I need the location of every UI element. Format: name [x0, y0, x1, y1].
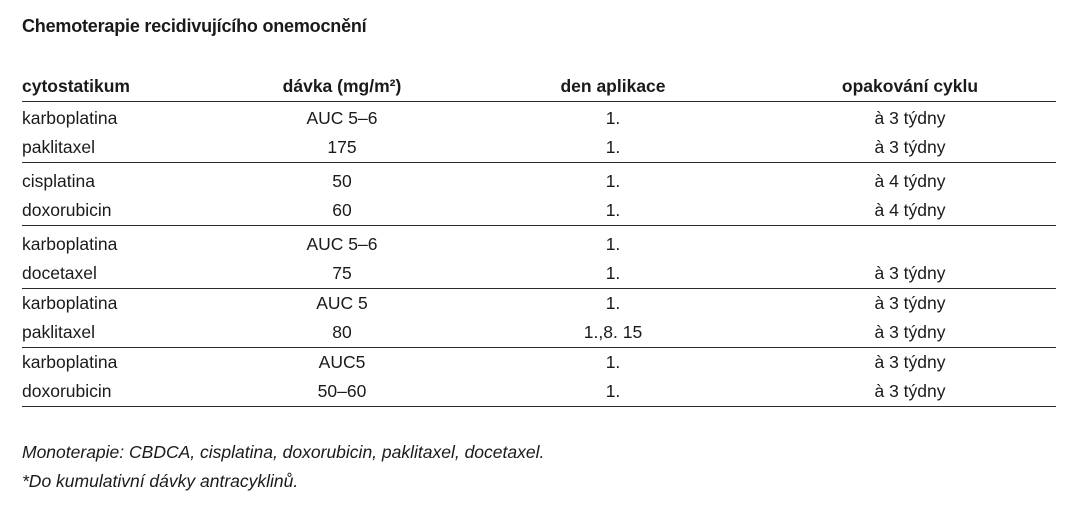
header-davka: dávka (mg/m²)	[222, 72, 462, 102]
cell-drug: karboplatina	[22, 108, 118, 128]
table-row	[22, 377, 1056, 407]
cell-drug: doxorubicin	[22, 196, 222, 226]
cell-dose: 50–60	[222, 377, 462, 407]
cell-cycle: à 3 týdny	[764, 377, 1056, 407]
cell-dose: 75	[222, 259, 462, 289]
cell-day: 1.	[605, 108, 621, 128]
cell-day: 1.	[605, 234, 621, 254]
table-footnotes	[22, 438, 544, 496]
cell-drug: doxorubicin	[22, 377, 222, 407]
table-row	[22, 289, 1056, 319]
cell-cycle: à 3 týdny	[874, 108, 946, 128]
cell-dose: 80	[222, 318, 462, 348]
table-row	[22, 259, 1056, 289]
cell-dose: AUC5	[318, 352, 366, 372]
cell-drug: paklitaxel	[22, 133, 222, 163]
cell-drug: karboplatina	[22, 352, 118, 372]
table-row	[22, 102, 1056, 134]
table-row	[22, 226, 1056, 260]
header-opakovani-cyklu: opakování cyklu	[764, 72, 1056, 102]
cell-day: 1.	[605, 352, 621, 372]
cell-drug: karboplatina	[22, 234, 118, 254]
cell-drug: cisplatina	[22, 171, 95, 191]
footnote-monoterapie: Monoterapie: CBDCA, cisplatina, doxorubicin, paklitaxel, docetaxel.	[22, 442, 545, 462]
cell-cycle: à 3 týdny	[764, 318, 1056, 348]
header-den-aplikace: den aplikace	[462, 72, 764, 102]
cell-drug: docetaxel	[22, 259, 222, 289]
cell-cycle: à 3 týdny	[764, 259, 1056, 289]
cell-cycle: à 3 týdny	[874, 293, 946, 313]
cell-day: 1.	[605, 171, 621, 191]
cell-day: 1.	[462, 377, 764, 407]
cell-cycle: à 3 týdny	[874, 352, 946, 372]
cell-cycle: à 3 týdny	[764, 133, 1056, 163]
cell-dose: AUC 5	[316, 293, 368, 313]
cell-day: 1.	[462, 133, 764, 163]
table-row	[22, 133, 1056, 163]
table-header-row	[22, 72, 1056, 102]
cell-day: 1.	[462, 259, 764, 289]
header-cytostatikum: cytostatikum	[22, 72, 222, 102]
table-row	[22, 196, 1056, 226]
cell-dose: AUC 5–6	[306, 108, 378, 128]
cell-day: 1.,8. 15	[462, 318, 764, 348]
cell-dose: 60	[222, 196, 462, 226]
cell-cycle	[764, 226, 1056, 260]
cell-drug: paklitaxel	[22, 318, 222, 348]
cell-cycle: à 4 týdny	[874, 171, 946, 191]
cell-dose: 50	[332, 171, 352, 191]
table-row	[22, 348, 1056, 378]
footnote-antracykliny: *Do kumulativní dávky antracyklinů.	[22, 471, 299, 491]
table-row	[22, 318, 1056, 348]
table-title: Chemoterapie recidivujícího onemocnění	[22, 16, 367, 36]
cell-dose: 175	[222, 133, 462, 163]
chemotherapy-table	[22, 72, 1056, 407]
cell-drug: karboplatina	[22, 293, 118, 313]
cell-day: 1.	[605, 293, 621, 313]
cell-dose: AUC 5–6	[306, 234, 378, 254]
table-row	[22, 163, 1056, 197]
cell-cycle: à 4 týdny	[764, 196, 1056, 226]
cell-day: 1.	[462, 196, 764, 226]
